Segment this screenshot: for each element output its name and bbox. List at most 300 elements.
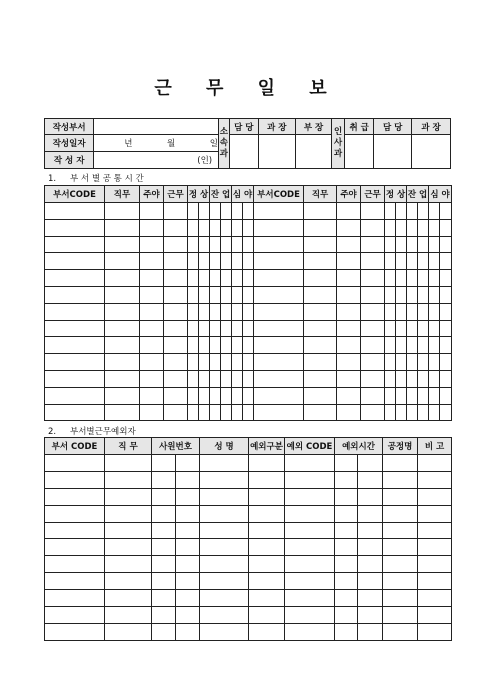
section2-cell[interactable] (200, 488, 249, 505)
section1-cell[interactable] (429, 404, 440, 421)
section1-cell[interactable] (304, 253, 337, 270)
date-field[interactable] (94, 135, 219, 152)
section1-cell[interactable] (418, 253, 429, 270)
section1-cell[interactable] (45, 219, 105, 236)
section2-cell[interactable] (152, 590, 176, 607)
section2-cell[interactable] (418, 590, 452, 607)
section1-cell[interactable] (221, 236, 232, 253)
section1-cell[interactable] (254, 203, 304, 220)
section1-cell[interactable] (440, 354, 452, 371)
dept-field[interactable] (94, 119, 219, 135)
section1-cell[interactable] (199, 219, 210, 236)
section1-cell[interactable] (164, 370, 188, 387)
section2-cell[interactable] (152, 488, 176, 505)
section1-cell[interactable] (221, 337, 232, 354)
section1-cell[interactable] (243, 203, 254, 220)
section1-cell[interactable] (243, 387, 254, 404)
section2-cell[interactable] (200, 539, 249, 556)
section1-cell[interactable] (337, 337, 361, 354)
section1-cell[interactable] (164, 236, 188, 253)
author-field[interactable] (94, 152, 219, 169)
section1-cell[interactable] (361, 203, 385, 220)
section1-cell[interactable] (304, 354, 337, 371)
sign-box-2[interactable] (258, 135, 295, 169)
section1-cell[interactable] (361, 219, 385, 236)
section2-cell[interactable] (358, 471, 383, 488)
section1-cell[interactable] (254, 286, 304, 303)
section1-cell[interactable] (361, 253, 385, 270)
section1-cell[interactable] (164, 253, 188, 270)
section1-cell[interactable] (304, 337, 337, 354)
section1-cell[interactable] (429, 337, 440, 354)
section1-cell[interactable] (396, 404, 407, 421)
section1-cell[interactable] (407, 354, 418, 371)
section1-cell[interactable] (232, 354, 243, 371)
section1-cell[interactable] (243, 219, 254, 236)
section2-cell[interactable] (383, 471, 418, 488)
section1-cell[interactable] (440, 253, 452, 270)
section1-cell[interactable] (210, 404, 221, 421)
section2-cell[interactable] (358, 539, 383, 556)
section2-cell[interactable] (105, 573, 152, 590)
section2-cell[interactable] (249, 539, 285, 556)
section1-cell[interactable] (210, 253, 221, 270)
section1-cell[interactable] (105, 270, 140, 287)
section1-cell[interactable] (407, 270, 418, 287)
section1-cell[interactable] (140, 203, 164, 220)
section1-cell[interactable] (45, 320, 105, 337)
section1-cell[interactable] (385, 320, 396, 337)
section1-cell[interactable] (429, 286, 440, 303)
section2-cell[interactable] (335, 471, 358, 488)
section1-cell[interactable] (385, 203, 396, 220)
section1-cell[interactable] (105, 286, 140, 303)
section1-cell[interactable] (140, 286, 164, 303)
section1-cell[interactable] (188, 286, 199, 303)
section2-cell[interactable] (152, 539, 176, 556)
section1-cell[interactable] (337, 354, 361, 371)
section1-cell[interactable] (361, 270, 385, 287)
section2-cell[interactable] (249, 607, 285, 624)
section1-cell[interactable] (407, 219, 418, 236)
section1-cell[interactable] (232, 387, 243, 404)
section2-cell[interactable] (358, 590, 383, 607)
section1-cell[interactable] (418, 219, 429, 236)
section2-cell[interactable] (152, 556, 176, 573)
section2-cell[interactable] (335, 539, 358, 556)
section1-cell[interactable] (140, 303, 164, 320)
section1-cell[interactable] (105, 320, 140, 337)
section1-cell[interactable] (45, 203, 105, 220)
section2-cell[interactable] (335, 455, 358, 472)
section1-cell[interactable] (243, 320, 254, 337)
section1-cell[interactable] (396, 354, 407, 371)
section2-cell[interactable] (249, 488, 285, 505)
section1-cell[interactable] (429, 303, 440, 320)
section1-cell[interactable] (254, 404, 304, 421)
section2-cell[interactable] (418, 488, 452, 505)
section1-cell[interactable] (385, 253, 396, 270)
section1-cell[interactable] (418, 203, 429, 220)
section1-cell[interactable] (243, 286, 254, 303)
section1-cell[interactable] (337, 236, 361, 253)
section2-cell[interactable] (383, 455, 418, 472)
section1-cell[interactable] (45, 370, 105, 387)
section1-cell[interactable] (361, 354, 385, 371)
section1-cell[interactable] (243, 303, 254, 320)
section1-cell[interactable] (337, 370, 361, 387)
section1-cell[interactable] (407, 286, 418, 303)
section1-cell[interactable] (407, 303, 418, 320)
section2-cell[interactable] (383, 623, 418, 640)
section1-cell[interactable] (210, 370, 221, 387)
section1-cell[interactable] (221, 270, 232, 287)
section1-cell[interactable] (304, 236, 337, 253)
section1-cell[interactable] (210, 236, 221, 253)
section2-cell[interactable] (176, 522, 200, 539)
section1-cell[interactable] (221, 370, 232, 387)
section1-cell[interactable] (337, 286, 361, 303)
section1-cell[interactable] (199, 387, 210, 404)
section1-cell[interactable] (232, 337, 243, 354)
section1-cell[interactable] (407, 387, 418, 404)
section2-cell[interactable] (45, 522, 105, 539)
section2-cell[interactable] (285, 488, 335, 505)
section2-cell[interactable] (285, 573, 335, 590)
section1-cell[interactable] (199, 370, 210, 387)
section2-cell[interactable] (200, 455, 249, 472)
section2-cell[interactable] (45, 623, 105, 640)
section1-cell[interactable] (304, 303, 337, 320)
section1-cell[interactable] (440, 270, 452, 287)
section1-cell[interactable] (105, 387, 140, 404)
section1-cell[interactable] (140, 236, 164, 253)
section1-cell[interactable] (440, 370, 452, 387)
section1-cell[interactable] (188, 236, 199, 253)
section2-cell[interactable] (45, 455, 105, 472)
section1-cell[interactable] (337, 387, 361, 404)
section2-cell[interactable] (418, 623, 452, 640)
section2-cell[interactable] (176, 623, 200, 640)
section1-cell[interactable] (361, 387, 385, 404)
section1-cell[interactable] (140, 219, 164, 236)
section1-cell[interactable] (429, 370, 440, 387)
section1-cell[interactable] (385, 303, 396, 320)
section1-cell[interactable] (232, 286, 243, 303)
section1-cell[interactable] (210, 337, 221, 354)
section1-cell[interactable] (407, 236, 418, 253)
section1-cell[interactable] (232, 404, 243, 421)
sign-box-3[interactable] (295, 135, 332, 169)
section1-cell[interactable] (440, 236, 452, 253)
section1-cell[interactable] (304, 203, 337, 220)
section1-cell[interactable] (140, 320, 164, 337)
section1-cell[interactable] (440, 203, 452, 220)
section2-cell[interactable] (285, 590, 335, 607)
section1-cell[interactable] (199, 270, 210, 287)
section2-cell[interactable] (105, 590, 152, 607)
section1-cell[interactable] (396, 253, 407, 270)
section2-cell[interactable] (45, 488, 105, 505)
section1-cell[interactable] (164, 404, 188, 421)
section2-cell[interactable] (249, 590, 285, 607)
section2-cell[interactable] (418, 505, 452, 522)
section1-cell[interactable] (188, 303, 199, 320)
section1-cell[interactable] (304, 320, 337, 337)
section2-cell[interactable] (249, 455, 285, 472)
section1-cell[interactable] (140, 270, 164, 287)
section1-cell[interactable] (407, 320, 418, 337)
sign-box-6[interactable] (412, 135, 451, 169)
section1-cell[interactable] (385, 219, 396, 236)
section1-cell[interactable] (105, 236, 140, 253)
section1-cell[interactable] (243, 354, 254, 371)
section1-cell[interactable] (407, 370, 418, 387)
section2-cell[interactable] (45, 590, 105, 607)
section2-cell[interactable] (176, 590, 200, 607)
section2-cell[interactable] (200, 471, 249, 488)
section2-cell[interactable] (335, 505, 358, 522)
section1-cell[interactable] (440, 387, 452, 404)
section2-cell[interactable] (383, 573, 418, 590)
section1-cell[interactable] (337, 320, 361, 337)
section1-cell[interactable] (188, 337, 199, 354)
section2-cell[interactable] (45, 505, 105, 522)
section1-cell[interactable] (199, 286, 210, 303)
section1-cell[interactable] (232, 253, 243, 270)
section1-cell[interactable] (418, 387, 429, 404)
section2-cell[interactable] (152, 623, 176, 640)
section1-cell[interactable] (45, 286, 105, 303)
section1-cell[interactable] (164, 270, 188, 287)
section2-cell[interactable] (45, 573, 105, 590)
section1-cell[interactable] (418, 320, 429, 337)
section1-cell[interactable] (140, 370, 164, 387)
section1-cell[interactable] (188, 370, 199, 387)
section2-cell[interactable] (418, 556, 452, 573)
section2-cell[interactable] (105, 488, 152, 505)
section2-cell[interactable] (200, 522, 249, 539)
section1-cell[interactable] (188, 270, 199, 287)
section1-cell[interactable] (221, 404, 232, 421)
sign-box-1[interactable] (229, 135, 258, 169)
section2-cell[interactable] (176, 539, 200, 556)
section1-cell[interactable] (440, 219, 452, 236)
section2-cell[interactable] (383, 607, 418, 624)
section2-cell[interactable] (152, 505, 176, 522)
section2-cell[interactable] (105, 539, 152, 556)
section1-cell[interactable] (361, 404, 385, 421)
section1-cell[interactable] (429, 219, 440, 236)
section1-cell[interactable] (418, 286, 429, 303)
section2-cell[interactable] (249, 522, 285, 539)
section1-cell[interactable] (105, 354, 140, 371)
section2-cell[interactable] (105, 556, 152, 573)
section1-cell[interactable] (418, 354, 429, 371)
section2-cell[interactable] (45, 539, 105, 556)
section2-cell[interactable] (200, 590, 249, 607)
section2-cell[interactable] (152, 573, 176, 590)
section1-cell[interactable] (407, 253, 418, 270)
section1-cell[interactable] (140, 404, 164, 421)
section2-cell[interactable] (418, 471, 452, 488)
section1-cell[interactable] (232, 303, 243, 320)
section2-cell[interactable] (383, 590, 418, 607)
section1-cell[interactable] (337, 253, 361, 270)
section2-cell[interactable] (152, 522, 176, 539)
section2-cell[interactable] (358, 607, 383, 624)
section1-cell[interactable] (221, 387, 232, 404)
section2-cell[interactable] (105, 607, 152, 624)
section2-cell[interactable] (152, 471, 176, 488)
section1-cell[interactable] (254, 387, 304, 404)
section1-cell[interactable] (221, 354, 232, 371)
section2-cell[interactable] (176, 573, 200, 590)
section2-cell[interactable] (358, 573, 383, 590)
section1-cell[interactable] (385, 286, 396, 303)
section1-cell[interactable] (188, 320, 199, 337)
section1-cell[interactable] (396, 219, 407, 236)
section1-cell[interactable] (45, 404, 105, 421)
section1-cell[interactable] (164, 303, 188, 320)
section1-cell[interactable] (105, 303, 140, 320)
section1-cell[interactable] (337, 270, 361, 287)
section2-cell[interactable] (285, 455, 335, 472)
section1-cell[interactable] (45, 303, 105, 320)
section2-cell[interactable] (383, 505, 418, 522)
section2-cell[interactable] (418, 455, 452, 472)
section1-cell[interactable] (254, 337, 304, 354)
section2-cell[interactable] (358, 522, 383, 539)
section1-cell[interactable] (396, 370, 407, 387)
section1-cell[interactable] (105, 219, 140, 236)
section2-cell[interactable] (45, 607, 105, 624)
section1-cell[interactable] (361, 370, 385, 387)
section1-cell[interactable] (385, 387, 396, 404)
section1-cell[interactable] (232, 203, 243, 220)
section2-cell[interactable] (335, 607, 358, 624)
section1-cell[interactable] (221, 219, 232, 236)
section1-cell[interactable] (396, 236, 407, 253)
section1-cell[interactable] (164, 387, 188, 404)
section1-cell[interactable] (396, 203, 407, 220)
section1-cell[interactable] (440, 286, 452, 303)
section2-cell[interactable] (383, 539, 418, 556)
section1-cell[interactable] (429, 320, 440, 337)
section1-cell[interactable] (210, 270, 221, 287)
section1-cell[interactable] (440, 303, 452, 320)
section2-cell[interactable] (200, 623, 249, 640)
section1-cell[interactable] (221, 203, 232, 220)
section1-cell[interactable] (304, 270, 337, 287)
section1-cell[interactable] (45, 236, 105, 253)
section1-cell[interactable] (105, 370, 140, 387)
section2-cell[interactable] (335, 573, 358, 590)
section2-cell[interactable] (418, 573, 452, 590)
section2-cell[interactable] (285, 556, 335, 573)
section1-cell[interactable] (221, 286, 232, 303)
section1-cell[interactable] (337, 219, 361, 236)
section1-cell[interactable] (140, 337, 164, 354)
section1-cell[interactable] (105, 253, 140, 270)
section2-cell[interactable] (45, 471, 105, 488)
section2-cell[interactable] (45, 556, 105, 573)
section1-cell[interactable] (221, 303, 232, 320)
section1-cell[interactable] (199, 203, 210, 220)
section2-cell[interactable] (176, 455, 200, 472)
section1-cell[interactable] (254, 354, 304, 371)
section2-cell[interactable] (249, 471, 285, 488)
section2-cell[interactable] (200, 556, 249, 573)
section2-cell[interactable] (383, 556, 418, 573)
section1-cell[interactable] (210, 286, 221, 303)
section1-cell[interactable] (304, 370, 337, 387)
section1-cell[interactable] (429, 354, 440, 371)
section2-cell[interactable] (176, 488, 200, 505)
section1-cell[interactable] (396, 387, 407, 404)
section2-cell[interactable] (105, 522, 152, 539)
section2-cell[interactable] (152, 607, 176, 624)
section1-cell[interactable] (440, 320, 452, 337)
section1-cell[interactable] (164, 219, 188, 236)
section1-cell[interactable] (140, 354, 164, 371)
section1-cell[interactable] (254, 320, 304, 337)
section2-cell[interactable] (176, 471, 200, 488)
section1-cell[interactable] (232, 270, 243, 287)
section1-cell[interactable] (221, 253, 232, 270)
section2-cell[interactable] (176, 607, 200, 624)
section1-cell[interactable] (199, 354, 210, 371)
section1-cell[interactable] (243, 337, 254, 354)
section1-cell[interactable] (140, 253, 164, 270)
section1-cell[interactable] (418, 404, 429, 421)
section1-cell[interactable] (105, 203, 140, 220)
section2-cell[interactable] (249, 505, 285, 522)
section1-cell[interactable] (188, 253, 199, 270)
section1-cell[interactable] (243, 370, 254, 387)
section2-cell[interactable] (285, 623, 335, 640)
section1-cell[interactable] (407, 203, 418, 220)
section2-cell[interactable] (358, 623, 383, 640)
section1-cell[interactable] (199, 253, 210, 270)
section1-cell[interactable] (232, 236, 243, 253)
section1-cell[interactable] (254, 270, 304, 287)
section1-cell[interactable] (254, 370, 304, 387)
section1-cell[interactable] (361, 320, 385, 337)
section1-cell[interactable] (254, 303, 304, 320)
section1-cell[interactable] (418, 236, 429, 253)
section2-cell[interactable] (200, 573, 249, 590)
section1-cell[interactable] (385, 370, 396, 387)
section1-cell[interactable] (164, 320, 188, 337)
section1-cell[interactable] (407, 337, 418, 354)
section1-cell[interactable] (407, 404, 418, 421)
section2-cell[interactable] (176, 505, 200, 522)
section1-cell[interactable] (385, 270, 396, 287)
section1-cell[interactable] (304, 286, 337, 303)
section1-cell[interactable] (210, 320, 221, 337)
section1-cell[interactable] (199, 337, 210, 354)
section2-cell[interactable] (249, 573, 285, 590)
section2-cell[interactable] (285, 522, 335, 539)
section2-cell[interactable] (176, 556, 200, 573)
section2-cell[interactable] (418, 522, 452, 539)
section2-cell[interactable] (285, 471, 335, 488)
section2-cell[interactable] (358, 556, 383, 573)
section1-cell[interactable] (385, 337, 396, 354)
section2-cell[interactable] (285, 505, 335, 522)
section2-cell[interactable] (105, 623, 152, 640)
